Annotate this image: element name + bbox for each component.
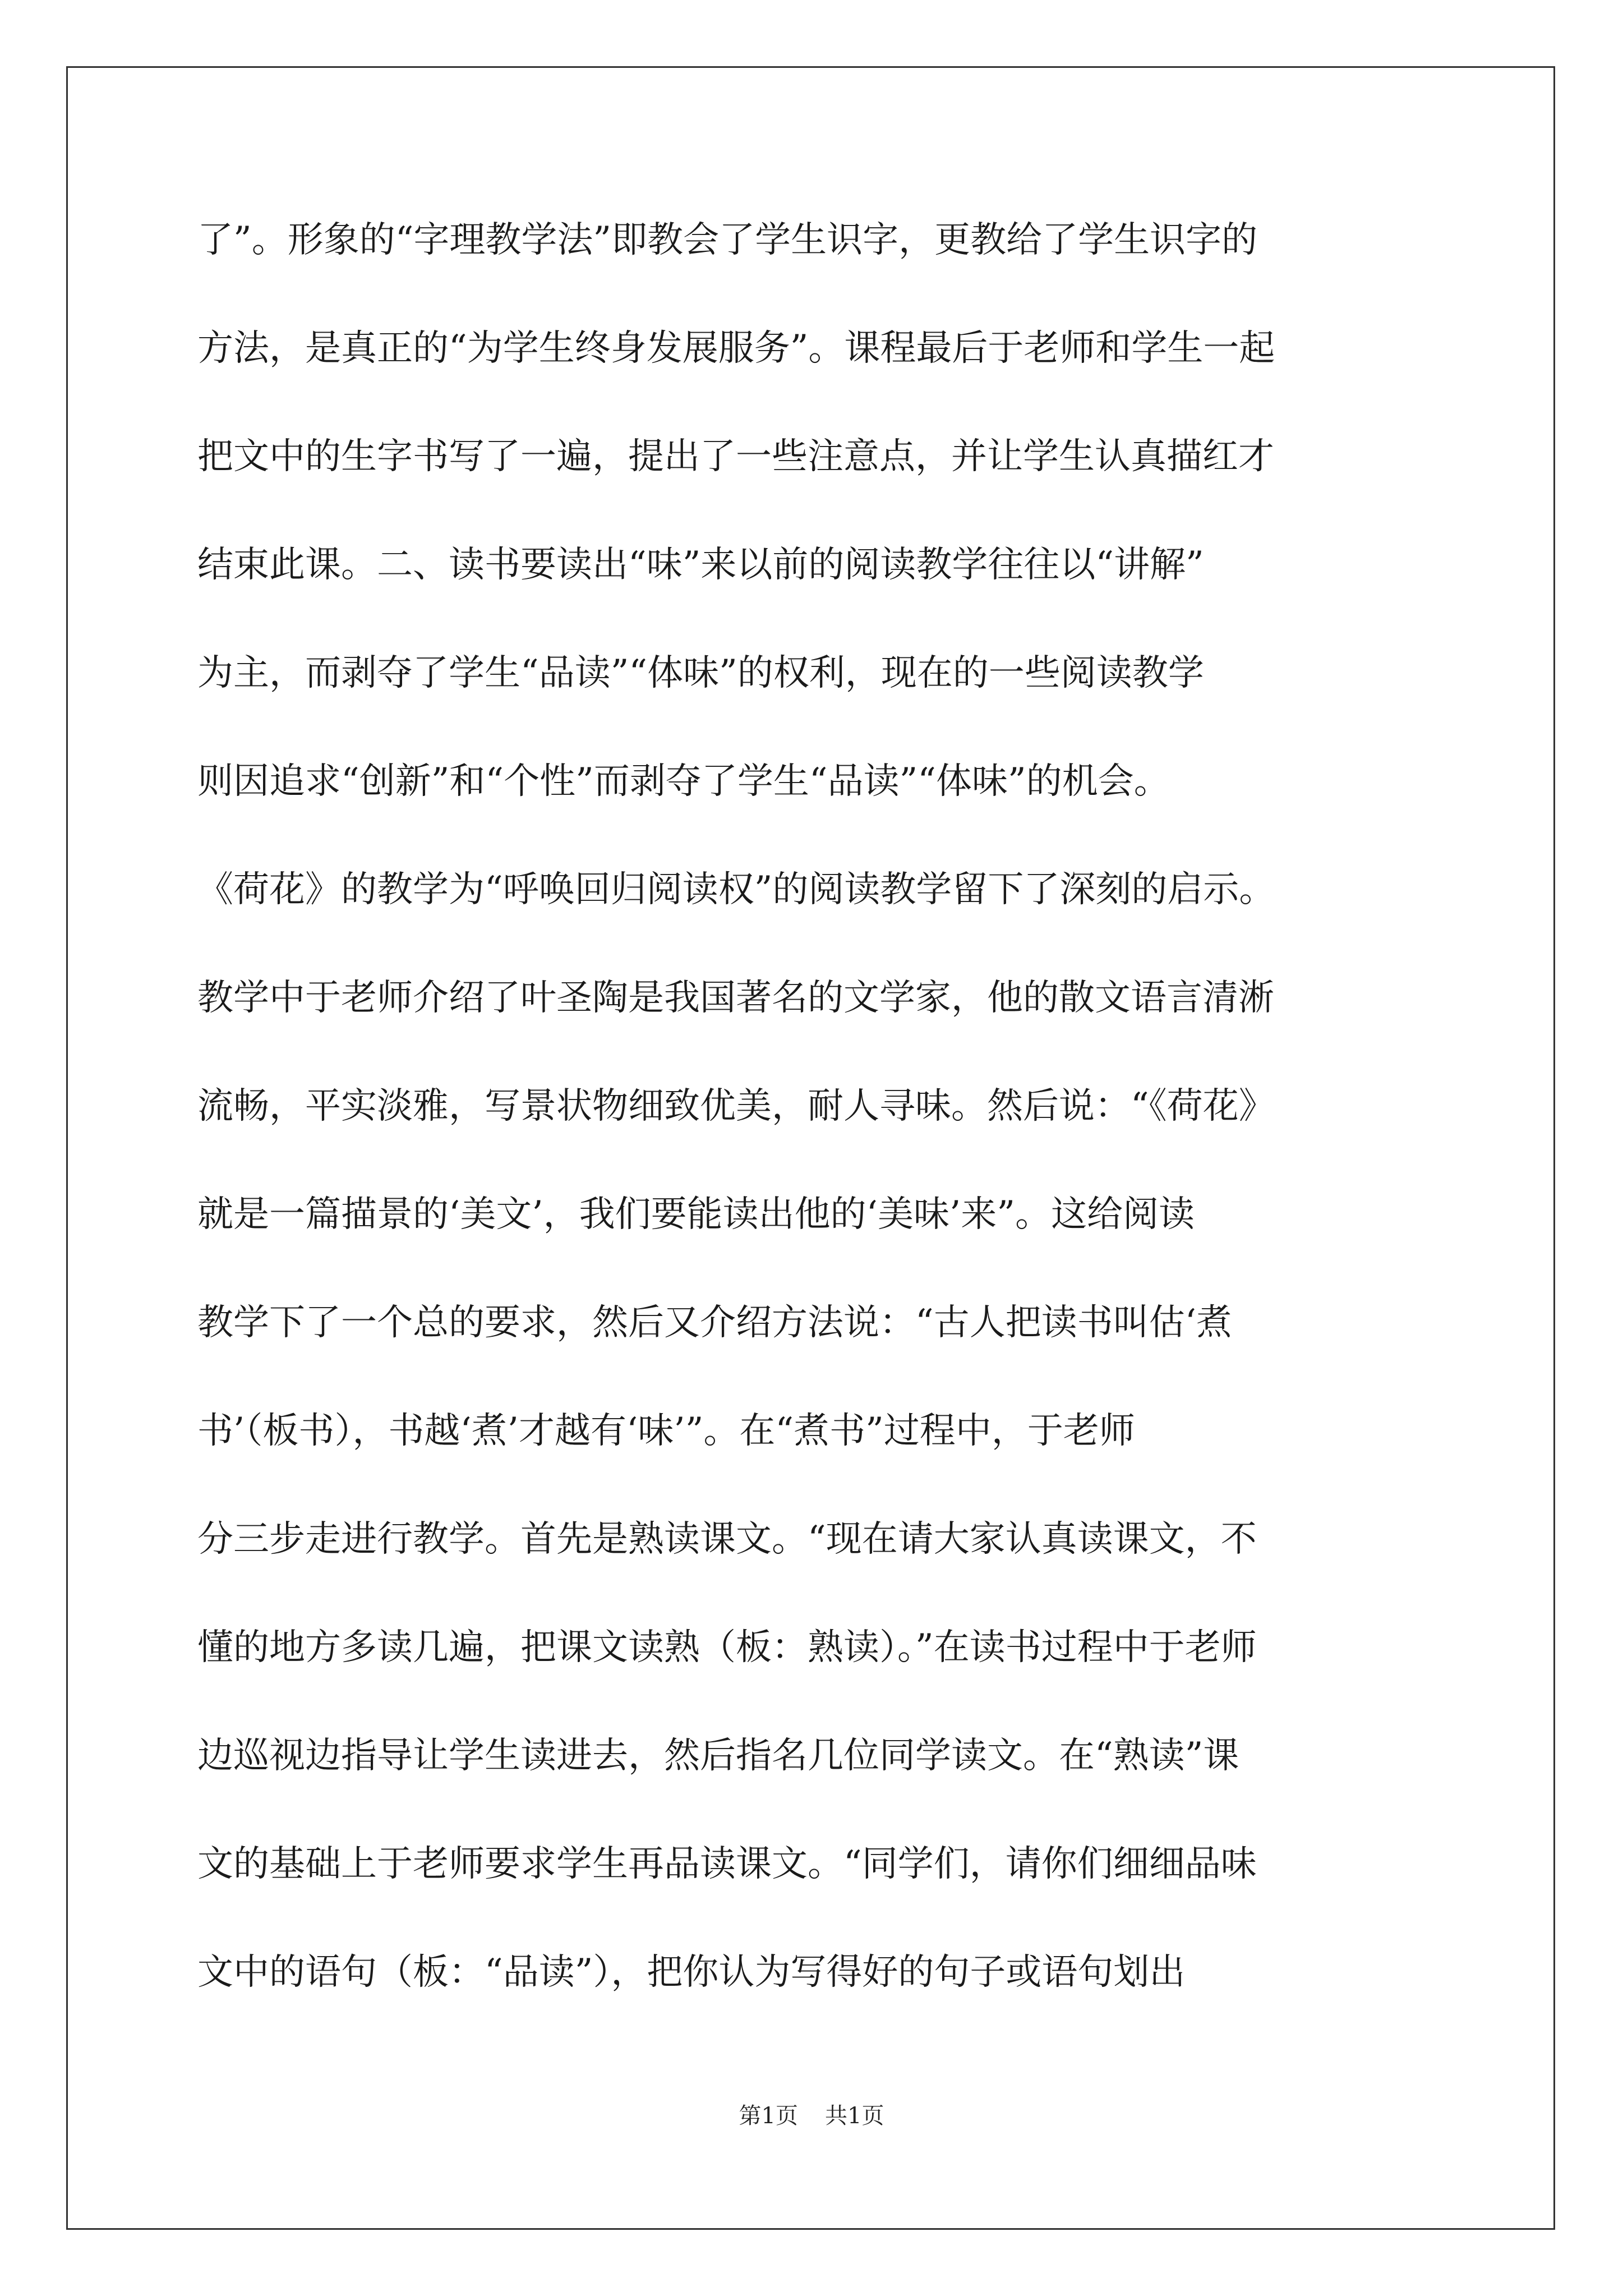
text-line: 边巡视边指导让学生读进去，然后指名几位同学读文。在“熟读”课 — [197, 1735, 1239, 1777]
text-line: 分三步走进行教学。首先是熟读课文。“现在请大家认真读课文，不 — [197, 1519, 1257, 1560]
text-line: 方法，是真正的“为学生终身发展服务”。课程最后于老师和学生一起 — [197, 328, 1275, 369]
text-line: 则因追求“创新”和“个性”而剥夺了学生“品读”“体味”的机会。 — [197, 761, 1170, 802]
text-line: 书’（板书），书越‘煮’才越有‘味’”。在“煮书”过程中，于老师 — [197, 1410, 1135, 1452]
text-line: 把文中的生字书写了一遍，提出了一些注意点，并让学生认真描红才 — [197, 436, 1274, 477]
page-footer — [0, 2098, 1623, 2130]
text-line: 教学下了一个总的要求，然后又介绍方法说：“古人把读书叫估‘煮 — [197, 1302, 1233, 1343]
text-line: 《荷花》的教学为“呼唤回归阅读权”的阅读教学留下了深刻的启示。 — [197, 869, 1275, 910]
text-line: 就是一篇描景的‘美文’，我们要能读出他的‘美味’来”。这给阅读 — [197, 1194, 1195, 1235]
text-line: 结束此课。二、读书要读出“味”来以前的阅读教学往往以“讲解” — [197, 544, 1204, 586]
page-total: 共1页 — [825, 2103, 884, 2129]
text-line: 懂的地方多读几遍，把课文读熟（板：熟读）。”在读书过程中于老师 — [197, 1627, 1257, 1668]
text-line: 流畅，平实淡雅，写景状物细致优美，耐人寻味。然后说：“《荷花》 — [197, 1085, 1275, 1127]
text-line: 文的基础上于老师要求学生再品读课文。“同学们，请你们细细品味 — [197, 1843, 1257, 1885]
document-body — [197, 220, 1454, 2060]
text-line: 为主，而剥夺了学生“品读”“体味”的权利，现在的一些阅读教学 — [197, 652, 1204, 694]
text-line: 文中的语句（板：“品读”），把你认为写得好的句子或语句划出 — [197, 1952, 1186, 1993]
page-number: 第1页 — [739, 2103, 798, 2129]
text-line: 了”。形象的“字理教学法”即教会了学生识字，更教给了学生识字的 — [197, 219, 1258, 261]
text-line: 教学中于老师介绍了叶圣陶是我国著名的文学家，他的散文语言清淅 — [197, 977, 1274, 1019]
